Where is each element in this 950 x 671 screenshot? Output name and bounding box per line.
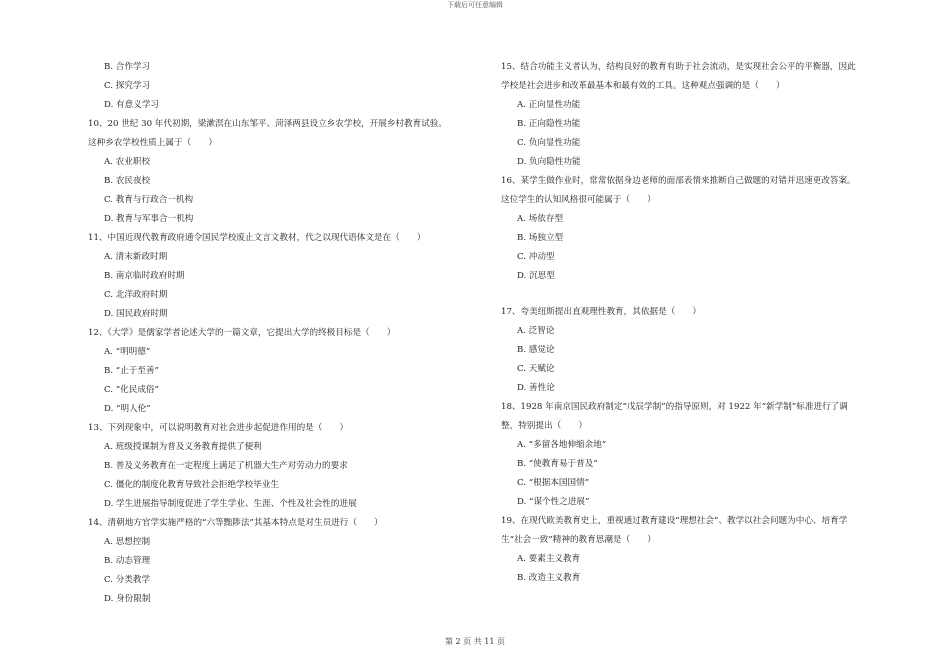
question-text: 16、某学生做作业时，常常依据身边老师的面部表情来推断自己做题的对错并迅速更改答案。 [501, 176, 856, 186]
answer-option: C. 天赋论 [517, 364, 555, 374]
answer-option: C. 北洋政府时期 [104, 290, 168, 300]
answer-option: D. “谋个性之进展” [517, 497, 590, 507]
answer-option: A. “明明德” [104, 347, 151, 357]
answer-option: C. 僵化的制度化教育导致社会拒绝学校毕业生 [104, 480, 280, 490]
answer-option: B. 合作学习 [104, 62, 151, 72]
answer-option: A. 正向显性功能 [517, 100, 581, 110]
answer-option: C. 负向显性功能 [517, 138, 581, 148]
answer-option: C. “根据本国国情” [517, 478, 590, 488]
question-text: 学校是社会进步和改革最基本和最有效的工具。这种观点强调的是（ ） [501, 81, 785, 91]
answer-option: A. 班级授课制为普及义务教育提供了便利 [104, 442, 262, 452]
answer-option: B. 动态管理 [104, 556, 151, 566]
left-column [88, 58, 488, 609]
answer-option: A. “多留各地伸缩余地” [517, 440, 607, 450]
answer-option: C. 探究学习 [104, 81, 151, 91]
answer-option: A. 要素主义教育 [517, 554, 581, 564]
answer-option: A. 农业职校 [104, 157, 151, 167]
answer-option: D. 国民政府时期 [104, 309, 168, 319]
answer-option: D. 有意义学习 [104, 100, 160, 110]
question-text: 14、清朝地方官学实施严格的“六等黜陟法”其基本特点是对生员进行（ ） [88, 518, 383, 528]
answer-option: D. 身份限制 [104, 594, 151, 604]
question-text: 18、1928 年南京国民政府制定“戊辰学制”的指导原则，对 1922 年“新学制”标准进行了调 [501, 402, 848, 412]
answer-option: D. 沉思型 [517, 271, 555, 281]
page-footer: 第 2 页 共 11 页 [445, 637, 505, 646]
answer-option: D. 善性论 [517, 383, 555, 393]
question-text: 这种乡农学校性质上属于（ ） [88, 138, 217, 148]
question-text: 19、在现代欧美教育史上，重视通过教育建设“理想社会”、教学以社会问题为中心、培育学 [501, 516, 848, 526]
answer-option: B. 场独立型 [517, 233, 564, 243]
answer-option: C. “化民成俗” [104, 385, 159, 395]
header-note: 下载后可任意编辑 [447, 1, 503, 9]
right-column [501, 58, 901, 588]
answer-option: A. 泛智论 [517, 326, 555, 336]
answer-option: D. 负向隐性功能 [517, 157, 581, 167]
answer-option: B. “止于至善” [104, 366, 159, 376]
question-text: 这位学生的认知风格很可能属于（ ） [501, 195, 656, 205]
answer-option: D. 学生进展指导制度促进了学生学业、生涯、个性及社会性的进展 [104, 499, 357, 509]
answer-option: C. 分类教学 [104, 575, 151, 585]
answer-option: B. 普及义务教育在一定程度上满足了机器大生产对劳动力的要求 [104, 461, 348, 471]
answer-option: B. 改造主义教育 [517, 573, 581, 583]
answer-option: B. 南京临时政府时期 [104, 271, 185, 281]
answer-option: B. “使教育易于普及” [517, 459, 598, 469]
answer-option: D. 教育与军事合一机构 [104, 214, 194, 224]
answer-option: B. 感觉论 [517, 345, 555, 355]
question-text: 10、20 世纪 30 年代初期，梁漱溟在山东邹平、菏泽两县设立乡农学校，开展乡村教育试验。 [88, 119, 447, 129]
answer-option: A. 场依存型 [517, 214, 564, 224]
question-text: 12、《大学》是儒家学者论述大学的一篇文章，它提出大学的终极目标是（ ） [88, 328, 396, 338]
answer-option: C. 冲动型 [517, 252, 555, 262]
answer-option: A. 思想控制 [104, 537, 151, 547]
question-text: 17、夸美纽斯提出直观理性教育，其依据是（ ） [501, 307, 701, 317]
question-text: 13、下列现象中，可以说明教育对社会进步起促进作用的是（ ） [88, 423, 349, 433]
question-text: 生“社会一致”精神的教育思潮是（ ） [501, 535, 656, 545]
answer-option: C. 教育与行政合一机构 [104, 195, 194, 205]
answer-option: B. 农民夜校 [104, 176, 151, 186]
question-text: 11、中国近现代教育政府通令国民学校废止文言文教材，代之以现代语体文是在（ ） [88, 233, 426, 243]
question-text: 整，特别提出（ ） [501, 421, 587, 431]
answer-option: A. 清末新政时期 [104, 252, 168, 262]
spacer [501, 286, 901, 303]
answer-option: D. “明人伦” [104, 404, 151, 414]
question-text: 15、结合功能主义者认为，结构良好的教育有助于社会流动，是实现社会公平的平衡器，因此 [501, 62, 856, 72]
answer-option: B. 正向隐性功能 [517, 119, 581, 129]
